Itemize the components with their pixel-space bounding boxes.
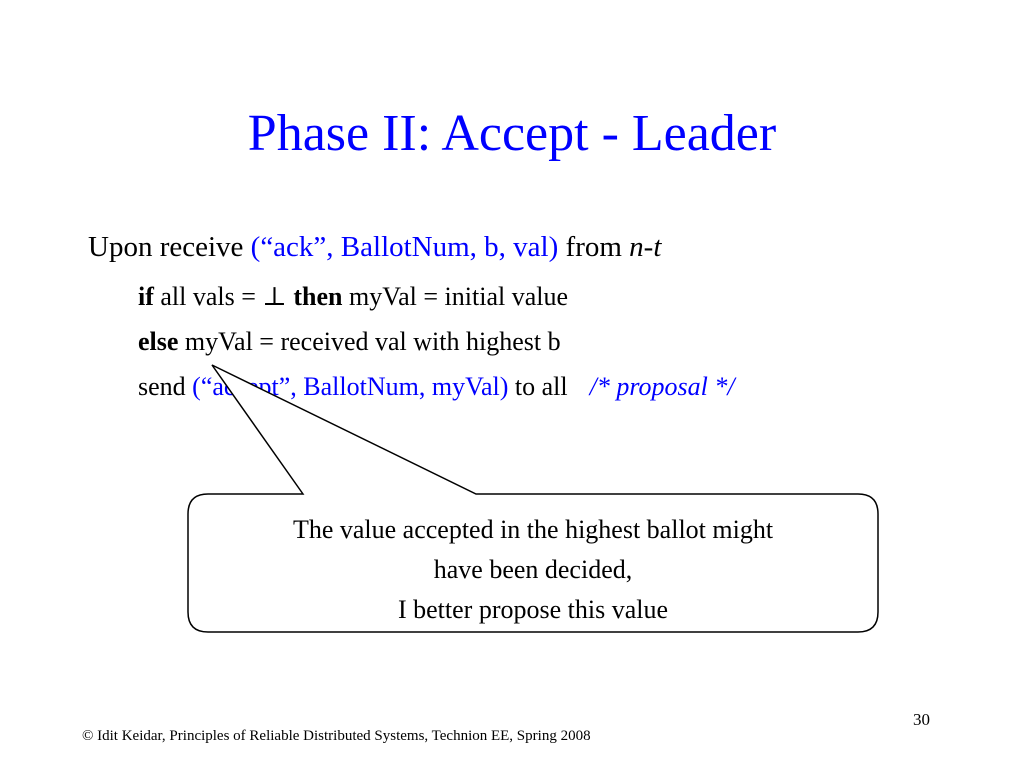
footer-copyright: © Idit Keidar, Principles of Reliable Distributed Systems, Technion EE, Spring 2008 xyxy=(82,728,591,744)
callout-line: I better propose this value xyxy=(397,595,669,624)
else-action: myVal = received val with highest b xyxy=(178,327,561,356)
then-keyword: then xyxy=(293,282,343,311)
if-condition: all vals = ⊥ xyxy=(153,282,294,311)
ack-message: (“ack”, BallotNum, b, val) xyxy=(250,231,559,263)
then-action: myVal = initial value xyxy=(342,282,569,311)
slide-title: Phase II: Accept - Leader xyxy=(247,105,777,162)
accept-message: (“accept”, BallotNum, myVal) xyxy=(192,372,509,401)
page-number: 30 xyxy=(913,710,930,729)
send-prefix: send xyxy=(138,372,193,401)
message-source: n-t xyxy=(629,231,662,263)
callout-text xyxy=(188,510,878,630)
proposal-comment: /* proposal */ xyxy=(589,372,735,401)
callout-line: have been decided, xyxy=(433,555,633,584)
from-text: from xyxy=(558,231,630,263)
send-suffix: to all xyxy=(508,372,568,401)
if-keyword: if xyxy=(138,282,154,311)
callout-line: The value accepted in the highest ballot might xyxy=(292,515,774,544)
receive-prefix: Upon receive xyxy=(88,231,251,263)
else-keyword: else xyxy=(138,327,179,356)
